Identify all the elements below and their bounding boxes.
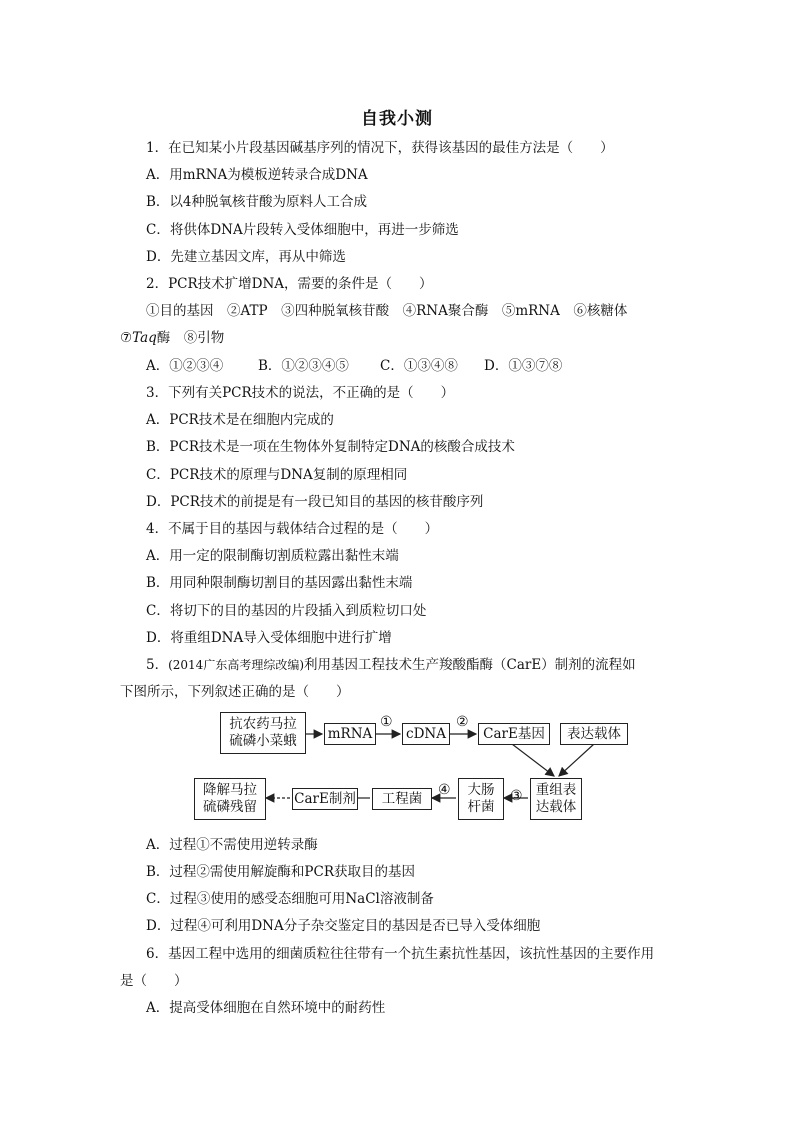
page-title: 自我小测 [361,109,433,129]
q1-option-c: C．将供体DNA片段转入受体细胞中，再进一步筛选 [146,222,459,238]
carE-flow-diagram [194,706,634,830]
q3-stem: 3．下列有关PCR技术的说法，不正确的是（ ） [146,385,455,401]
flow-box-care-preparation: CarE制剂 [292,788,358,810]
q5-option-c: C．过程③使用的感受态细胞可用NaCl溶液制备 [146,891,434,907]
q2-item7-num: ⑦ [120,330,133,346]
flow-box-degrade-line1: 降解马拉 [203,782,257,798]
q3-option-b: B．PCR技术是一项在生物体外复制特定DNA的核酸合成技术 [146,439,515,455]
flow-box-degrade-line2: 硫磷残留 [203,799,257,815]
q4-stem: 4．不属于目的基因与载体结合过程的是（ ） [146,521,439,537]
q5-option-a: A．过程①不需使用逆转录酶 [146,837,318,853]
flow-box-ecoli-line2: 杆菌 [467,799,495,815]
q2-items-line1: ①目的基因 ②ATP ③四种脱氧核苷酸 ④RNA聚合酶 ⑤mRNA ⑥核糖体 [146,303,628,319]
q6-stem-line2: 是（ ） [120,973,188,989]
q3-option-c: C．PCR技术的原理与DNA复制的原理相同 [146,467,408,483]
flow-box-mrna: mRNA [324,723,376,745]
q4-option-a: A．用一定的限制酶切割质粒露出黏性末端 [146,548,399,564]
flow-box-moth [220,712,306,754]
q1-option-d: D．先建立基因文库，再从中筛选 [146,249,346,265]
q2-items-line2 [120,329,224,347]
q2-option-d: D．①③⑦⑧ [484,358,563,374]
flow-step-4: ④ [438,782,451,798]
q5-option-d: D．过程④可利用DNA分子杂交鉴定目的基因是否已导入受体细胞 [146,918,541,934]
q5-option-b: B．过程②需使用解旋酶和PCR获取目的基因 [146,864,415,880]
q1-option-a: A．用mRNA为模板逆转录合成DNA [146,167,368,183]
q6-option-a: A．提高受体细胞在自然环境中的耐药性 [146,1000,386,1016]
flow-box-degrade-residue [194,778,266,820]
q2-option-a: A．①②③④ [146,358,224,374]
q2-option-c: C．①③④⑧ [380,358,458,374]
q1-stem: 1．在已知某小片段基因碱基序列的情况下，获得该基因的最佳方法是（ ） [146,140,614,156]
q3-option-a: A．PCR技术是在细胞内完成的 [146,412,334,428]
arrow-expvec-to-vector [559,744,594,776]
arrow-gene-to-vector [512,744,554,776]
flow-box-moth-line1: 抗农药马拉 [229,716,297,732]
flow-step-3: ③ [510,788,523,804]
q5-source: (2014广东高考理综改编) [168,658,304,672]
flow-box-expression-vector: 表达载体 [560,723,628,745]
q2-option-b: B．①②③④⑤ [258,358,349,374]
flow-box-ecoli [458,778,504,820]
flow-box-engineered-bacteria: 工程菌 [372,788,432,810]
q4-option-b: B．用同种限制酶切割目的基因露出黏性末端 [146,575,413,591]
flow-step-2: ② [456,714,469,730]
q5-stem-line1 [146,656,636,674]
flow-box-moth-line2: 硫磷小菜蛾 [229,733,297,749]
q2-item7-taq: Taq [132,330,157,346]
flow-box-ecoli-line1: 大肠 [467,782,495,798]
q4-option-d: D．将重组DNA导入受体细胞中进行扩增 [146,630,392,646]
q6-stem-line1: 6．基因工程中选用的细菌质粒往往带有一个抗生素抗性基因，该抗性基因的主要作用 [146,946,655,962]
q2-stem: 2．PCR技术扩增DNA，需要的条件是（ ） [146,276,433,292]
flow-box-recomb-line2: 达载体 [535,799,577,815]
flow-box-cdna: cDNA [402,723,450,745]
q3-option-d: D．PCR技术的前提是有一段已知目的基因的核苷酸序列 [146,494,484,510]
q4-option-c: C．将切下的目的基因的片段插入到质粒切口处 [146,603,427,619]
flow-step-1: ① [380,714,393,730]
q5-number: 5． [146,657,169,673]
flow-box-care-gene: CarE基因 [478,723,550,745]
q5-stem-text: 利用基因工程技术生产羧酸酯酶（CarE）制剂的流程如 [304,657,636,673]
q1-option-b: B．以4种脱氧核苷酸为原料人工合成 [146,194,368,210]
q2-item7-rest: 酶 ⑧引物 [156,330,225,346]
q5-stem-line2: 下图所示，下列叙述正确的是（ ） [120,684,350,700]
flow-box-recomb-line1: 重组表 [535,782,577,798]
flow-box-recombinant-vector [530,778,582,820]
